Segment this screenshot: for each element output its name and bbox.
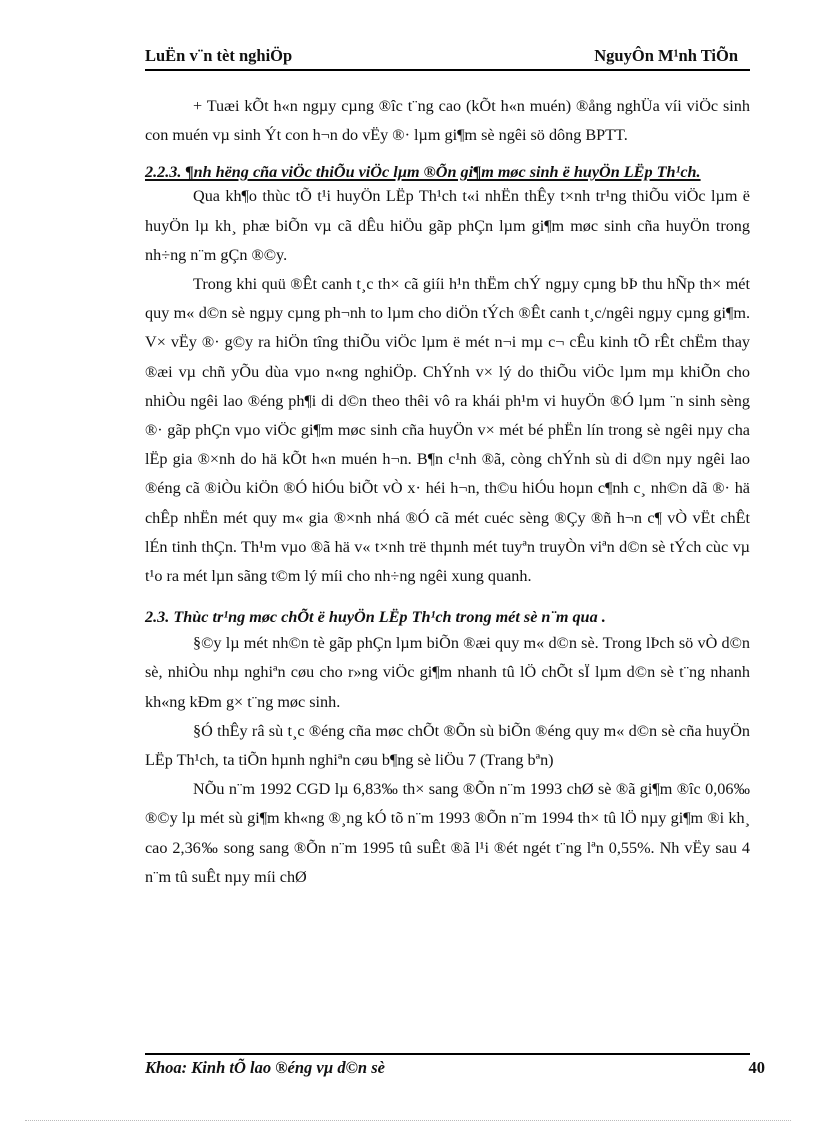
page-footer [145,1058,765,1080]
paragraph-table-reference: §Ó thÊy râ sù t¸c ®éng cña møc chÕt ®Õn sù biÕn ®éng quy m« d©n sè cña huyÖn LËp Th¹ch, ta tiÕn hµnh nghiªn cøu b¶ng sè liÖu 7 (Trang bªn) [145,721,750,770]
page-edge-divider [25,1120,791,1121]
paragraph-survey: Qua kh¶o thùc tÕ t¹i huyÖn LËp Th¹ch t«i nhËn thÊy t×nh tr¹ng thiÕu viÖc lµm ë huyÖn lµ kh¸ phæ biÕn vµ cã dÊu hiÖu gãp phÇn lµm gi¶m møc sinh cña huyÖn trong nh÷ng n¨m gÇn ®©y. [145,187,750,264]
header-author-name: NguyÔn M¹nh TiÕn [594,46,738,65]
section-heading-2-2-3: 2.2.3. ¶nh hëng cña viÖc thiÕu viÖc lµm ®Õn gi¶m møc sinh ë huyÖn LËp Th¹ch. [145,163,701,182]
paragraph-marriage-age: + Tuæi kÕt h«n ngµy cµng ®îc t¨ng cao (kÕt h«n muén) ®ång nghÜa víi viÖc sinh con muén vµ sinh Ýt con h¬n do vËy ®· lµm gi¶m sè ngêi sö dông BPTT. [145,97,750,145]
footer-rule [145,1053,750,1055]
section-heading-2-3: 2.3. Thùc tr¹ng møc chÕt ë huyÖn LËp Th¹ch trong mét sè n¨m qua . [145,608,606,627]
paragraph-mortality-factor: §©y lµ mét nh©n tè gãp phÇn lµm biÕn ®æi quy m« d©n sè. Trong lÞch sö vÒ d©n sè, nhiÒu nhµ nghiªn cøu cho r»ng viÖc gi¶m nhanh tû lÖ chÕt sÏ lµm d©n sè t¨ng nhanh kh«ng kÐm g× t¨ng møc sinh. [145,634,750,711]
paragraph-death-rate: NÕu n¨m 1992 CGD lµ 6,83‰ th× sang ®Õn n¨m 1993 chØ sè ®ã gi¶m ®îc 0,06‰ ®©y lµ mét sù gi¶m kh«ng ®¸ng kÓ tõ n¨m 1993 ®Õn n¨m 1994 th× tû lÖ nµy gi¶m ®i kh¸ cao 2,36‰ song sang ®Õn n¨m 1995 tû suÊt ®ã l¹i ®ét ngét t¨ng lªn 0,55%. Nh vËy sau 4 n¨m tû suÊt nµy míi chØ [145,780,750,886]
footer-faculty: Khoa: Kinh tÕ lao ®éng vµ d©n sè [145,1058,385,1077]
page-header [145,44,750,68]
paragraph-land-labor: Trong khi quü ®Êt canh t¸c th× cã giíi h¹n thËm chÝ ngµy cµng bÞ thu hÑp th× mét quy m« d©n sè ngµy cµng ph¬nh to lµm cho diÖn tÝch ®Êt canh t¸c/ngêi ngµy cµng gi¶m. V× vËy ®· g©y ra hiÖn tîng thiÕu viÖc lµm ë mét n¬i mµ c¬ cÊu kinh tÕ rÊt chËm thay ®æi vµ chñ yÕu dùa vµo n«ng nghiÖp. ChÝnh v× lý do thiÕu viÖc lµm mµ khiÕn cho nhiÒu ngêi lao ®éng ph¶i di d©n theo thêi vô ra khái ph¹m vi huyÖn ®Ó lµm ¨n sinh sèng ®· gãp phÇn vµo viÖc gi¶m møc sinh cña huyÖn v× mét bé phËn lín trong sè ngêi nµy cha lËp gia ®×nh do hä kÕt h«n muén h¬n. B¶n c¹nh ®ã, còng chÝnh sù di d©n nµy ngêi lao ®éng cã ®iÒu kiÖn ®Ó hiÓu biÕt vÒ x· héi h¬n, th©u hiÓu hoµn c¶nh c¸ nh©n dã ®· hä chÊp nhËn mét quy m« gia ®×nh nhá ®Ó cã mét cuéc sèng ®Çy ®ñ h¬n c¶ vÒ vËt chÊt lÉn tinh thÇn. Th¹m vµo ®ã hä v« t×nh trë thµnh mét tuyªn truyÒn viªn d©n sè tÝch cùc vµ t¹o ra mét lµn sãng t©m lý míi cho nh÷ng ngêi xung quanh. [145,275,750,586]
page-body [145,92,750,892]
header-rule [145,69,750,71]
header-thesis-title: LuËn v¨n tèt nghiÖp [145,46,293,65]
page-number: 40 [748,1058,765,1077]
